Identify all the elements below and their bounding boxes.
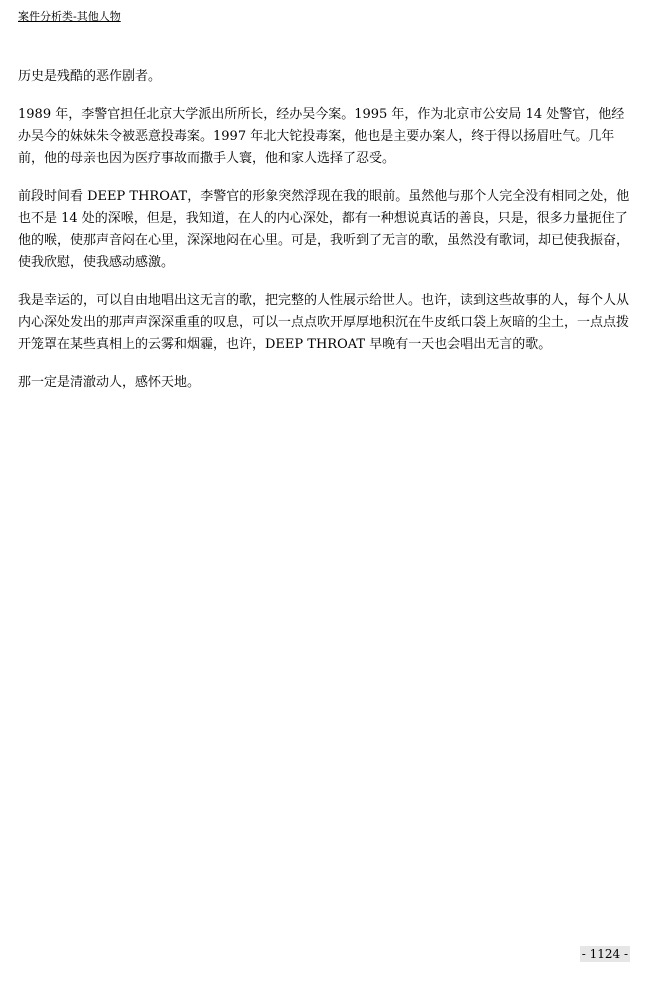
paragraph: 那一定是清澈动人，感怀天地。 — [18, 375, 201, 390]
paragraph: 历史是残酷的恶作剧者。 — [18, 69, 162, 84]
paragraph: 我是幸运的，可以自由地唱出这无言的歌，把完整的人性展示给世人。也许，读到这些故事的人，每个人从内心深处发出的那声声深深重重的叹息，可以一点点吹开厚厚地积沉在牛皮纸口袋上灰暗的尘土，一点点拨开笼罩在某些真相上的云雾和烟霾，也许，DEEP THROAT 早晚有一天也会唱出无言的歌。 — [18, 293, 630, 352]
page-number: - 1124 - — [581, 947, 628, 961]
paragraph: 1989 年，李警官担任北京大学派出所所长，经办吴今案。1995 年，作为北京市公安局 14 处警官，他经办吴今的妹妹朱令被恶意投毒案。1997 年北大铊投毒案，他也是主要办案人，终于得以扬眉吐气。几年前，他的母亲也因为医疗事故而撒手人寰，他和家人选择了忍受。 — [18, 107, 625, 166]
document-header: 案件分析类-其他人物 — [18, 10, 121, 23]
document-body — [18, 66, 636, 410]
paragraph: 前段时间看 DEEP THROAT，李警官的形象突然浮现在我的眼前。虽然他与那个人完全没有相同之处，他也不是 14 处的深喉，但是，我知道，在人的内心深处，都有一种想说真话的善良，只是，很多力量扼住了他的喉，使那声音闷在心里，深深地闷在心里。可是，我听到了无言的歌，虽然没有歌词，却已使我振奋，使我欣慰，使我感动感激。 — [18, 189, 630, 270]
